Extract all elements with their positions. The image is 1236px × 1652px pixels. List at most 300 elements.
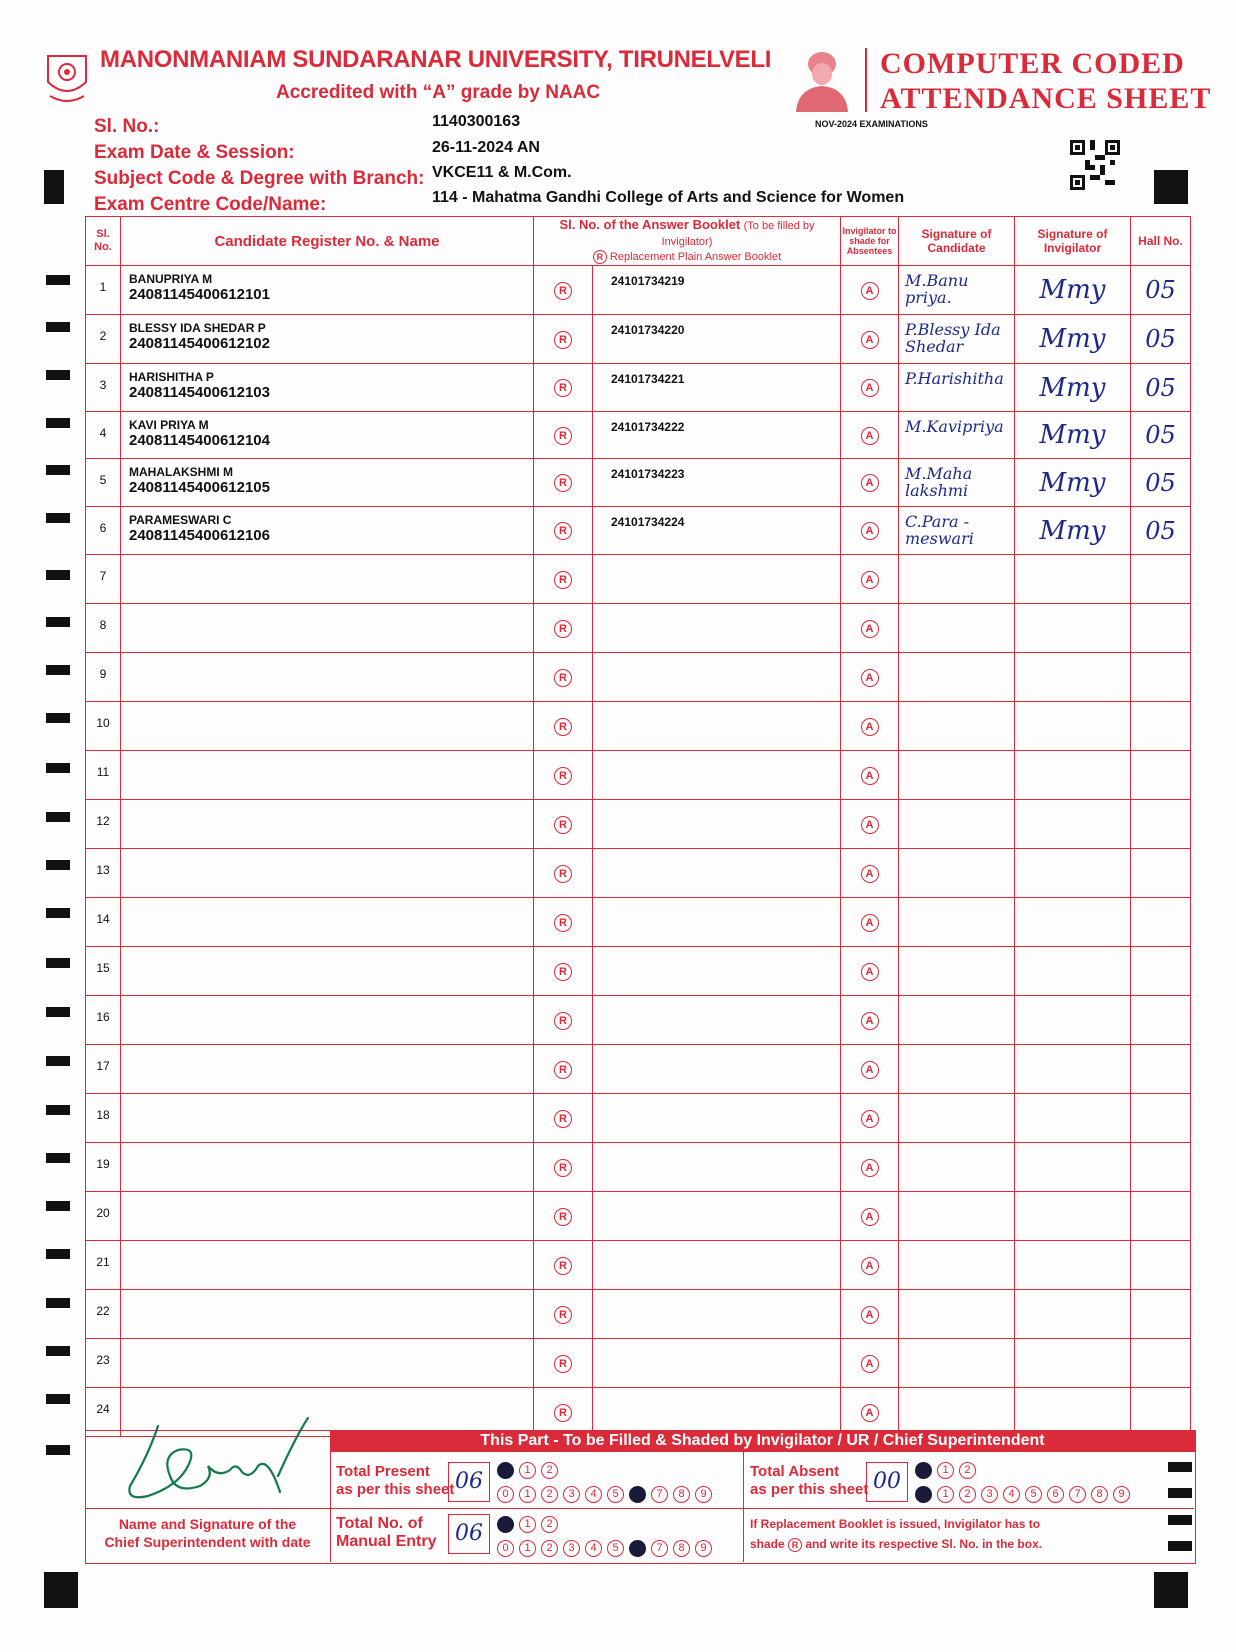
digit-bubble[interactable]: 0 (497, 1486, 514, 1503)
chief-label-line2: Chief Superintendent with date (104, 1534, 311, 1550)
replacement-cell[interactable] (534, 849, 593, 898)
digit-bubble[interactable]: 4 (1003, 1486, 1020, 1503)
replacement-r-bubble[interactable]: R (554, 1404, 572, 1422)
centre-label: Exam Centre Code/Name: (94, 194, 327, 215)
replacement-cell[interactable] (534, 898, 593, 947)
register-number: 24081145400612102 (129, 335, 270, 352)
digit-bubble[interactable]: 1 (937, 1462, 954, 1479)
booklet-number[interactable]: 24101734224 (593, 507, 841, 555)
candidate-signature[interactable]: C.Para -meswari (899, 507, 1015, 555)
digit-bubble[interactable]: 0 (497, 1462, 514, 1479)
invigilator-signature[interactable] (1015, 653, 1131, 702)
row-candidate (121, 1094, 534, 1143)
manual-entry-label-line1: Total No. of (336, 1515, 423, 1532)
candidate-signature[interactable] (899, 1241, 1015, 1290)
absentee-a-bubble[interactable]: A (861, 865, 879, 883)
university-logo (44, 52, 90, 106)
booklet-number[interactable]: 24101734219 (593, 266, 841, 315)
manual-tens-bubbles[interactable] (497, 1514, 563, 1533)
absentee-cell[interactable] (841, 702, 899, 751)
row-sl: 12 (86, 800, 121, 849)
digit-bubble[interactable]: 8 (673, 1540, 690, 1557)
digit-bubble[interactable]: 1 (519, 1486, 536, 1503)
table-row (86, 702, 1191, 751)
timing-mark (46, 908, 70, 918)
header-hall: Hall No. (1131, 217, 1191, 266)
row-candidate (121, 266, 534, 315)
booklet-number[interactable] (593, 653, 841, 702)
digit-bubble[interactable]: 7 (1069, 1486, 1086, 1503)
absentee-a-bubble[interactable]: A (861, 816, 879, 834)
booklet-number[interactable]: 24101734220 (593, 315, 841, 364)
absentee-a-bubble[interactable]: A (861, 1012, 879, 1030)
hall-number[interactable]: 05 (1131, 315, 1191, 364)
table-row (86, 1192, 1191, 1241)
digit-bubble[interactable]: 6 (1047, 1486, 1064, 1503)
candidate-signature[interactable]: M.Banu priya. (899, 266, 1015, 315)
booklet-number[interactable] (593, 800, 841, 849)
candidate-name: HARISHITHA P (129, 370, 214, 384)
hall-number[interactable] (1131, 898, 1191, 947)
replacement-cell[interactable] (534, 412, 593, 459)
replacement-r-bubble[interactable]: R (554, 1306, 572, 1324)
digit-bubble[interactable]: 5 (607, 1486, 624, 1503)
candidate-name (121, 996, 533, 1002)
row-sl: 2 (86, 315, 121, 364)
replacement-r-bubble[interactable]: R (554, 1208, 572, 1226)
absentee-cell[interactable] (841, 604, 899, 653)
row-candidate (121, 412, 534, 459)
digit-bubble[interactable]: 5 (607, 1540, 624, 1557)
digit-bubble[interactable]: 4 (585, 1486, 602, 1503)
invigilator-signature[interactable]: Mmy (1015, 459, 1131, 507)
invigilator-signature[interactable]: Mmy (1015, 266, 1131, 315)
absentee-a-bubble[interactable]: A (861, 1208, 879, 1226)
absentee-cell[interactable] (841, 1192, 899, 1241)
booklet-number[interactable] (593, 1143, 841, 1192)
row-candidate (121, 1339, 534, 1388)
replacement-r-bubble[interactable]: R (554, 1061, 572, 1079)
candidate-name (121, 751, 533, 757)
replacement-cell[interactable] (534, 364, 593, 412)
total-absent-tens-bubbles[interactable] (915, 1460, 981, 1479)
candidate-signature[interactable] (899, 1290, 1015, 1339)
candidate-name (121, 1045, 533, 1051)
row-sl: 16 (86, 996, 121, 1045)
hall-number[interactable] (1131, 1290, 1191, 1339)
absentee-a-bubble[interactable]: A (861, 1257, 879, 1275)
digit-bubble[interactable]: 3 (563, 1540, 580, 1557)
invigilator-signature[interactable] (1015, 1143, 1131, 1192)
replacement-cell[interactable] (534, 459, 593, 507)
table-row (86, 1143, 1191, 1192)
candidate-signature[interactable] (899, 1339, 1015, 1388)
replacement-r-bubble[interactable]: R (554, 474, 572, 492)
absentee-a-bubble[interactable]: A (861, 963, 879, 981)
absentee-a-bubble[interactable]: A (861, 1355, 879, 1373)
replacement-cell[interactable] (534, 751, 593, 800)
absentee-a-bubble[interactable]: A (861, 620, 879, 638)
digit-bubble[interactable]: 1 (519, 1516, 536, 1533)
replacement-cell[interactable] (534, 507, 593, 555)
hall-number[interactable] (1131, 555, 1191, 604)
digit-bubble[interactable]: 9 (695, 1486, 712, 1503)
replacement-r-bubble[interactable]: R (554, 427, 572, 445)
booklet-number[interactable] (593, 702, 841, 751)
digit-bubble[interactable]: 2 (959, 1462, 976, 1479)
booklet-number[interactable] (593, 1290, 841, 1339)
digit-bubble[interactable]: 7 (651, 1540, 668, 1557)
exam-date-label: Exam Date & Session: (94, 142, 295, 163)
replacement-r-bubble[interactable]: R (554, 816, 572, 834)
replacement-r-bubble[interactable]: R (554, 331, 572, 349)
booklet-number[interactable]: 24101734222 (593, 412, 841, 459)
absentee-a-bubble[interactable]: A (861, 282, 879, 300)
booklet-number[interactable] (593, 1192, 841, 1241)
hall-number[interactable] (1131, 751, 1191, 800)
timing-mark (46, 370, 70, 380)
booklet-number[interactable] (593, 1094, 841, 1143)
replacement-cell[interactable] (534, 1339, 593, 1388)
replacement-cell[interactable] (534, 555, 593, 604)
candidate-signature[interactable]: P.Harishitha (899, 364, 1015, 412)
digit-bubble[interactable]: 6 (629, 1540, 646, 1557)
sl-no-label: Sl. No.: (94, 116, 160, 137)
invigilator-signature[interactable] (1015, 555, 1131, 604)
invigilator-signature[interactable] (1015, 996, 1131, 1045)
candidate-signature[interactable] (899, 800, 1015, 849)
absentee-a-bubble[interactable]: A (861, 571, 879, 589)
invigilator-signature[interactable]: Mmy (1015, 364, 1131, 412)
invigilator-signature[interactable]: Mmy (1015, 315, 1131, 364)
invigilator-signature[interactable] (1015, 947, 1131, 996)
replacement-r-bubble[interactable]: R (554, 1012, 572, 1030)
digit-bubble[interactable]: 2 (541, 1462, 558, 1479)
corner-mark-bottom-right (1154, 1572, 1188, 1608)
absentee-cell[interactable] (841, 996, 899, 1045)
replacement-r-bubble[interactable]: R (554, 865, 572, 883)
replacement-cell[interactable] (534, 996, 593, 1045)
candidate-signature[interactable] (899, 849, 1015, 898)
sheet-title-line1: COMPUTER CODED (880, 47, 1185, 80)
replacement-r-bubble[interactable]: R (554, 571, 572, 589)
absentee-cell[interactable] (841, 555, 899, 604)
row-sl: 15 (86, 947, 121, 996)
invigilator-signature[interactable] (1015, 1045, 1131, 1094)
digit-bubble[interactable]: 3 (981, 1486, 998, 1503)
hall-number[interactable]: 05 (1131, 266, 1191, 315)
hall-number[interactable]: 05 (1131, 412, 1191, 459)
table-row (86, 898, 1191, 947)
candidate-signature[interactable]: M.Maha lakshmi (899, 459, 1015, 507)
invigilator-signature[interactable] (1015, 1241, 1131, 1290)
timing-mark (46, 617, 70, 627)
invigilator-signature[interactable] (1015, 1290, 1131, 1339)
replacement-cell[interactable] (534, 604, 593, 653)
absentee-a-bubble[interactable]: A (861, 522, 879, 540)
row-candidate (121, 947, 534, 996)
booklet-number[interactable] (593, 849, 841, 898)
absentee-a-bubble[interactable]: A (861, 1306, 879, 1324)
total-present-units-bubbles[interactable] (497, 1484, 717, 1503)
footer-divider-v2 (743, 1452, 744, 1562)
digit-bubble[interactable]: 0 (497, 1540, 514, 1557)
absentee-cell[interactable] (841, 947, 899, 996)
absentee-cell[interactable] (841, 1241, 899, 1290)
digit-bubble[interactable]: 1 (937, 1486, 954, 1503)
invigilator-signature[interactable] (1015, 1192, 1131, 1241)
digit-bubble[interactable]: 9 (1113, 1486, 1130, 1503)
absentee-cell[interactable] (841, 849, 899, 898)
replacement-cell[interactable] (534, 1192, 593, 1241)
hall-number[interactable] (1131, 1045, 1191, 1094)
hall-number[interactable] (1131, 653, 1191, 702)
invigilator-signature[interactable] (1015, 800, 1131, 849)
absentee-a-bubble[interactable]: A (861, 1061, 879, 1079)
absentee-a-bubble[interactable]: A (861, 379, 879, 397)
row-sl: 20 (86, 1192, 121, 1241)
candidate-name (121, 1339, 533, 1345)
university-name: MANONMANIAM SUNDARANAR UNIVERSITY, TIRUNELVELI (100, 46, 772, 73)
register-number: 24081145400612103 (129, 384, 270, 401)
hall-number[interactable] (1131, 947, 1191, 996)
row-candidate (121, 459, 534, 507)
digit-bubble[interactable]: 2 (959, 1486, 976, 1503)
hall-number[interactable] (1131, 996, 1191, 1045)
absentee-cell[interactable] (841, 459, 899, 507)
booklet-number[interactable]: 24101734223 (593, 459, 841, 507)
candidate-signature[interactable] (899, 1143, 1015, 1192)
digit-bubble[interactable]: 8 (673, 1486, 690, 1503)
booklet-number[interactable] (593, 1045, 841, 1094)
header-sl: Sl. No. (86, 217, 121, 266)
absentee-a-bubble[interactable]: A (861, 427, 879, 445)
booklet-number[interactable] (593, 555, 841, 604)
table-row (86, 364, 1191, 412)
replacement-r-bubble[interactable]: R (554, 1159, 572, 1177)
replacement-r-bubble[interactable]: R (554, 767, 572, 785)
absentee-a-bubble[interactable]: A (861, 1159, 879, 1177)
candidate-signature[interactable] (899, 1045, 1015, 1094)
replacement-cell[interactable] (534, 1045, 593, 1094)
booklet-number[interactable] (593, 1339, 841, 1388)
hall-number[interactable] (1131, 1143, 1191, 1192)
absentee-cell[interactable] (841, 1045, 899, 1094)
digit-bubble[interactable]: 4 (585, 1540, 602, 1557)
replacement-r-bubble[interactable]: R (554, 1257, 572, 1275)
total-present-label-line1: Total Present (336, 1463, 430, 1480)
digit-bubble[interactable]: 2 (541, 1516, 558, 1533)
total-absent-label (750, 1463, 868, 1499)
digit-bubble[interactable]: 3 (563, 1486, 580, 1503)
absentee-a-bubble[interactable]: A (861, 1110, 879, 1128)
digit-bubble[interactable]: 2 (541, 1486, 558, 1503)
replacement-cell[interactable] (534, 315, 593, 364)
invigilator-signature[interactable] (1015, 751, 1131, 800)
replacement-r-bubble[interactable]: R (554, 963, 572, 981)
replacement-r-bubble[interactable]: R (554, 914, 572, 932)
replacement-r-bubble[interactable]: R (554, 620, 572, 638)
replacement-r-bubble[interactable]: R (554, 1355, 572, 1373)
digit-bubble[interactable]: 5 (1025, 1486, 1042, 1503)
digit-bubble[interactable]: 0 (915, 1486, 932, 1503)
hall-number[interactable] (1131, 1241, 1191, 1290)
table-header-row (86, 217, 1191, 266)
absentee-a-bubble[interactable]: A (861, 1404, 879, 1422)
hall-number[interactable] (1131, 702, 1191, 751)
candidate-name (121, 947, 533, 953)
digit-bubble[interactable]: 2 (541, 1540, 558, 1557)
absentee-cell[interactable] (841, 266, 899, 315)
digit-bubble[interactable]: 8 (1091, 1486, 1108, 1503)
absentee-a-bubble[interactable]: A (861, 331, 879, 349)
invigilator-signature[interactable] (1015, 604, 1131, 653)
digit-bubble[interactable]: 1 (519, 1540, 536, 1557)
invigilator-signature[interactable]: Mmy (1015, 412, 1131, 459)
booklet-number[interactable] (593, 898, 841, 947)
booklet-number[interactable] (593, 604, 841, 653)
replacement-r-bubble[interactable]: R (554, 282, 572, 300)
absentee-cell[interactable] (841, 1143, 899, 1192)
chief-signature (118, 1416, 318, 1512)
candidate-signature[interactable] (899, 751, 1015, 800)
table-row (86, 751, 1191, 800)
total-present-box[interactable]: 06 (448, 1462, 490, 1502)
invigilator-signature[interactable] (1015, 1094, 1131, 1143)
digit-bubble[interactable]: 0 (915, 1462, 932, 1479)
booklet-number[interactable] (593, 751, 841, 800)
candidate-signature[interactable]: M.Kavipriya (899, 412, 1015, 459)
hall-number[interactable] (1131, 800, 1191, 849)
hall-number[interactable] (1131, 849, 1191, 898)
corner-mark-top-left (44, 170, 64, 204)
absentee-cell[interactable] (841, 507, 899, 555)
manual-units-bubbles[interactable] (497, 1538, 717, 1557)
candidate-signature[interactable] (899, 604, 1015, 653)
manual-entry-box[interactable]: 06 (448, 1514, 490, 1554)
absentee-a-bubble[interactable]: A (861, 669, 879, 687)
absentee-cell[interactable] (841, 898, 899, 947)
absentee-cell[interactable] (841, 315, 899, 364)
candidate-signature[interactable] (899, 702, 1015, 751)
total-absent-units-bubbles[interactable] (915, 1484, 1135, 1503)
absentee-a-bubble[interactable]: A (861, 767, 879, 785)
candidate-signature[interactable] (899, 653, 1015, 702)
candidate-signature[interactable] (899, 555, 1015, 604)
candidate-signature[interactable] (899, 898, 1015, 947)
replacement-r-bubble[interactable]: R (554, 669, 572, 687)
corner-mark-top-right (1154, 170, 1188, 204)
note-r-icon: R (788, 1538, 802, 1552)
replacement-cell[interactable] (534, 1290, 593, 1339)
replacement-cell[interactable] (534, 266, 593, 315)
row-candidate (121, 996, 534, 1045)
candidate-signature[interactable] (899, 1192, 1015, 1241)
digit-bubble[interactable]: 7 (651, 1486, 668, 1503)
row-sl: 5 (86, 459, 121, 507)
register-number: 24081145400612104 (129, 432, 270, 449)
replacement-cell[interactable] (534, 1094, 593, 1143)
replacement-r-bubble[interactable]: R (554, 1110, 572, 1128)
invigilator-signature[interactable]: Mmy (1015, 507, 1131, 555)
candidate-name (121, 1192, 533, 1198)
candidate-name (121, 604, 533, 610)
absentee-cell[interactable] (841, 800, 899, 849)
digit-bubble[interactable]: 9 (695, 1540, 712, 1557)
replacement-r-bubble[interactable]: R (554, 379, 572, 397)
booklet-number[interactable] (593, 1241, 841, 1290)
invigilator-signature[interactable] (1015, 702, 1131, 751)
candidate-signature[interactable]: P.Blessy Ida Shedar (899, 315, 1015, 364)
replacement-cell[interactable] (534, 653, 593, 702)
candidate-name: KAVI PRIYA M (129, 418, 209, 432)
candidate-signature[interactable] (899, 996, 1015, 1045)
absentee-cell[interactable] (841, 751, 899, 800)
absentee-cell[interactable] (841, 412, 899, 459)
note-line2-b: and write its respective Sl. No. in the box. (805, 1537, 1043, 1551)
absentee-cell[interactable] (841, 1290, 899, 1339)
candidate-name (121, 1290, 533, 1296)
replacement-cell[interactable] (534, 800, 593, 849)
candidate-name (121, 898, 533, 904)
absentee-a-bubble[interactable]: A (861, 718, 879, 736)
replacement-cell[interactable] (534, 1143, 593, 1192)
hall-number[interactable]: 05 (1131, 459, 1191, 507)
table-row (86, 996, 1191, 1045)
invigilator-signature[interactable] (1015, 1339, 1131, 1388)
hall-number[interactable] (1131, 1192, 1191, 1241)
replacement-r-bubble[interactable]: R (554, 522, 572, 540)
hall-number[interactable]: 05 (1131, 507, 1191, 555)
digit-bubble[interactable]: 0 (497, 1516, 514, 1533)
digit-bubble[interactable]: 6 (629, 1486, 646, 1503)
absentee-a-bubble[interactable]: A (861, 474, 879, 492)
row-sl: 8 (86, 604, 121, 653)
candidate-signature[interactable] (899, 947, 1015, 996)
absentee-cell[interactable] (841, 1339, 899, 1388)
absentee-cell[interactable] (841, 364, 899, 412)
replacement-cell[interactable] (534, 947, 593, 996)
absentee-cell[interactable] (841, 653, 899, 702)
hall-number[interactable] (1131, 1339, 1191, 1388)
replacement-cell[interactable] (534, 1241, 593, 1290)
invigilator-signature[interactable] (1015, 898, 1131, 947)
invigilator-signature[interactable] (1015, 849, 1131, 898)
absentee-cell[interactable] (841, 1094, 899, 1143)
digit-bubble[interactable]: 1 (519, 1462, 536, 1479)
booklet-number[interactable]: 24101734221 (593, 364, 841, 412)
booklet-number[interactable] (593, 947, 841, 996)
replacement-cell[interactable] (534, 702, 593, 751)
hall-number[interactable]: 05 (1131, 364, 1191, 412)
row-sl: 1 (86, 266, 121, 315)
total-present-tens-bubbles[interactable] (497, 1460, 563, 1479)
manual-entry-label (336, 1515, 436, 1551)
row-sl: 19 (86, 1143, 121, 1192)
absentee-a-bubble[interactable]: A (861, 914, 879, 932)
timing-mark (46, 275, 70, 285)
total-absent-box[interactable]: 00 (866, 1462, 908, 1502)
timing-mark (46, 763, 70, 773)
hall-number[interactable] (1131, 604, 1191, 653)
candidate-signature[interactable] (899, 1094, 1015, 1143)
candidate-name (121, 1094, 533, 1100)
row-candidate (121, 1241, 534, 1290)
timing-mark (46, 958, 70, 968)
replacement-r-bubble[interactable]: R (554, 718, 572, 736)
booklet-number[interactable] (593, 996, 841, 1045)
hall-number[interactable] (1131, 1094, 1191, 1143)
